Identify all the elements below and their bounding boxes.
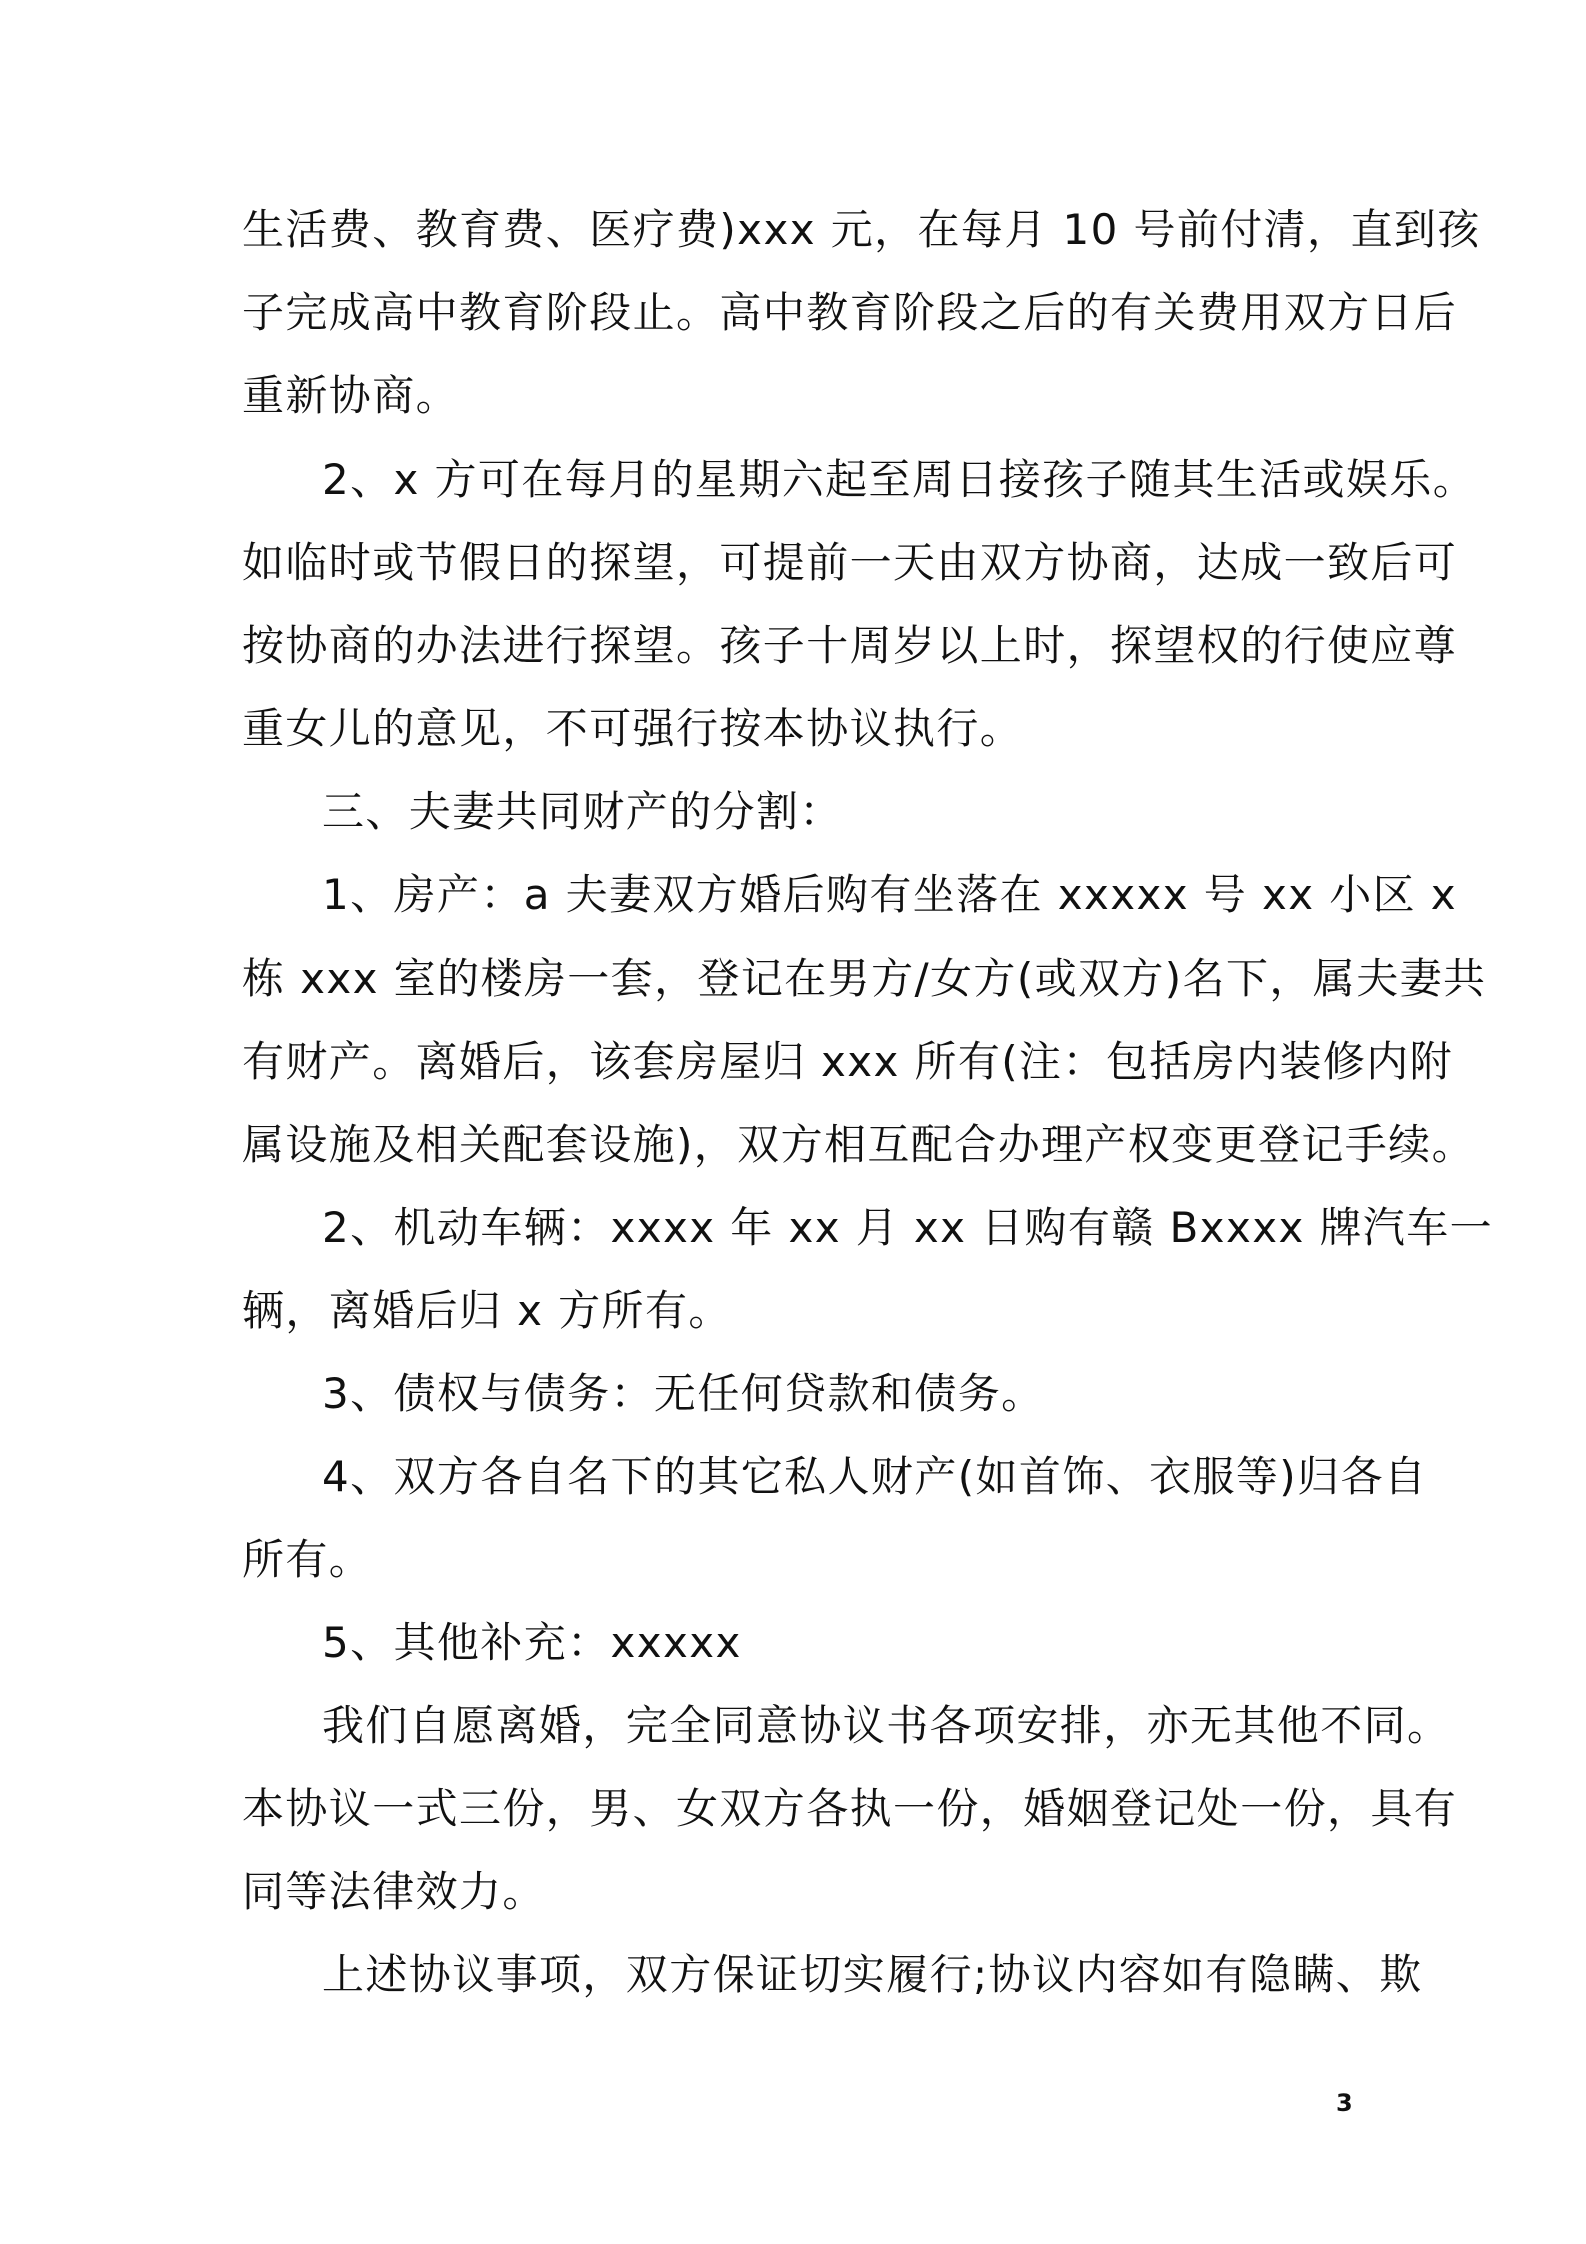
text-line: 生活费、教育费、医疗费)xxx 元，在每月 10 号前付清，直到孩 bbox=[242, 205, 1481, 254]
text-line: 按协商的办法进行探望。孩子十周岁以上时，探望权的行使应尊 bbox=[242, 621, 1458, 670]
text-line: 辆，离婚后归 x 方所有。 bbox=[242, 1286, 732, 1335]
text-line: 重女儿的意见，不可强行按本协议执行。 bbox=[242, 704, 1024, 753]
text-line: 本协议一式三份，男、女双方各执一份，婚姻登记处一份，具有 bbox=[242, 1784, 1458, 1833]
text-line: 同等法律效力。 bbox=[242, 1867, 546, 1916]
text-line: 3、债权与债务：无任何贷款和债务。 bbox=[322, 1369, 1045, 1418]
text-line: 4、双方各自名下的其它私人财产(如首饰、衣服等)归各自 bbox=[322, 1452, 1428, 1501]
section-heading: 三、夫妻共同财产的分割： bbox=[322, 787, 843, 836]
text-line: 重新协商。 bbox=[242, 371, 460, 420]
text-line: 栋 xxx 室的楼房一套，登记在男方/女方(或双方)名下，属夫妻共 bbox=[242, 954, 1487, 1003]
text-line: 2、机动车辆：xxxx 年 xx 月 xx 日购有赣 Bxxxx 牌汽车一 bbox=[322, 1203, 1494, 1252]
page-number: 3 bbox=[1336, 2089, 1353, 2117]
text-line: 5、其他补充：xxxxx bbox=[322, 1618, 742, 1667]
text-line: 子完成高中教育阶段止。高中教育阶段之后的有关费用双方日后 bbox=[242, 288, 1458, 337]
text-line: 1、房产：a 夫妻双方婚后购有坐落在 xxxxx 号 xx 小区 x bbox=[322, 870, 1458, 919]
text-line: 属设施及相关配套设施)，双方相互配合办理产权变更登记手续。 bbox=[242, 1120, 1475, 1169]
text-line: 所有。 bbox=[242, 1535, 373, 1584]
text-line: 有财产。离婚后，该套房屋归 xxx 所有(注：包括房内装修内附 bbox=[242, 1037, 1454, 1086]
text-line: 我们自愿离婚，完全同意协议书各项安排，亦无其他不同。 bbox=[322, 1701, 1451, 1750]
text-line: 2、x 方可在每月的星期六起至周日接孩子随其生活或娱乐。 bbox=[322, 455, 1477, 504]
text-line: 如临时或节假日的探望，可提前一天由双方协商，达成一致后可 bbox=[242, 538, 1458, 587]
text-line: 上述协议事项，双方保证切实履行;协议内容如有隐瞒、欺 bbox=[322, 1950, 1423, 1999]
